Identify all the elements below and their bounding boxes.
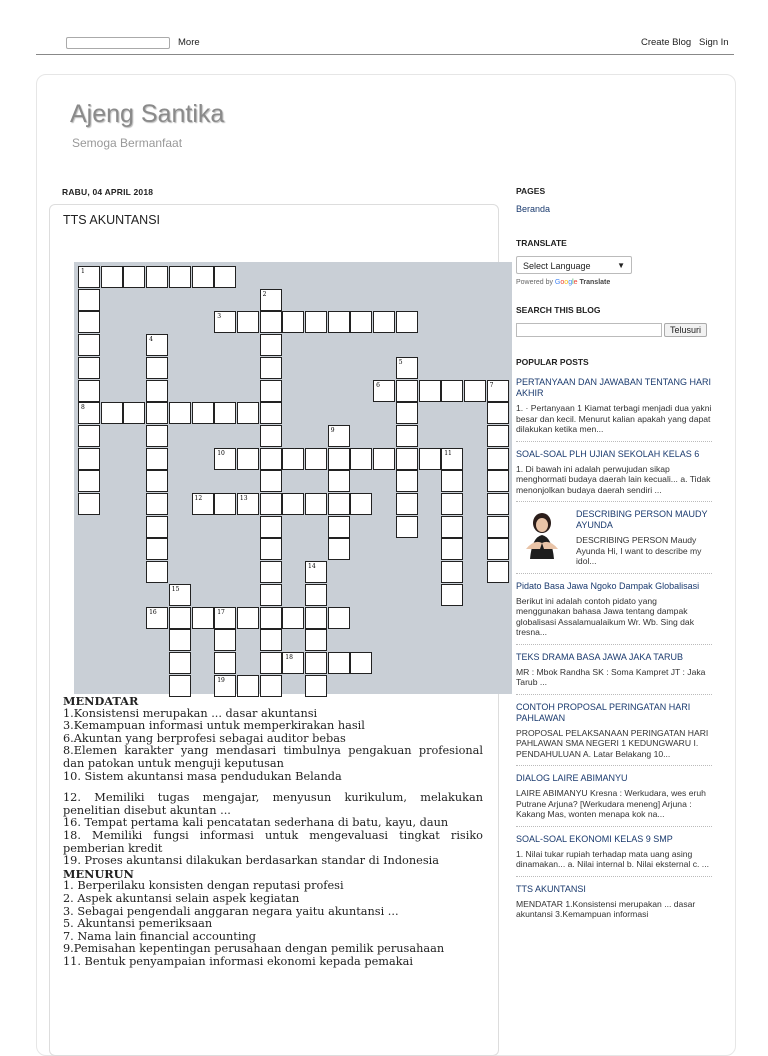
crossword-cell[interactable] bbox=[487, 493, 509, 515]
crossword-cell[interactable] bbox=[260, 311, 282, 333]
translate-heading: TRANSLATE bbox=[516, 238, 567, 248]
crossword-clue-number: 17 bbox=[217, 608, 225, 616]
blog-search-input[interactable] bbox=[516, 323, 662, 337]
crossword-clue-number: 12 bbox=[194, 495, 203, 502]
crossword-clue-number: 10 bbox=[217, 449, 225, 457]
crossword-cell[interactable] bbox=[396, 425, 418, 447]
crossword-cell[interactable] bbox=[78, 289, 100, 311]
crossword-clue-number: 1 bbox=[81, 268, 85, 275]
crossword-clue-number: 8 bbox=[81, 404, 85, 412]
clue-across: 3.Kemampuan informasi untuk memperkirakan hasil bbox=[63, 719, 365, 733]
crossword-clues bbox=[63, 695, 483, 968]
crossword-cell[interactable] bbox=[282, 493, 304, 515]
crossword-cell[interactable] bbox=[305, 652, 327, 674]
crossword-cell[interactable] bbox=[146, 561, 168, 583]
create-blog-link[interactable]: Create Blog bbox=[641, 37, 692, 48]
popular-post-title[interactable]: PERTANYAAN DAN JAWABAN TENTANG HARI AKHIR bbox=[516, 377, 712, 398]
crossword-cell[interactable] bbox=[441, 516, 463, 538]
crossword-cell[interactable] bbox=[169, 402, 191, 424]
popular-post-title[interactable]: SOAL-SOAL EKONOMI KELAS 9 SMP bbox=[516, 833, 673, 844]
popular-post-snippet: Berikut ini adalah contoh pidato yang menggunakan bahasa Jawa tentang dampak globalisasi Assalamualaikum Wr. Wb. Sing dak tresna... bbox=[516, 595, 695, 637]
crossword-cell[interactable] bbox=[396, 311, 418, 333]
crossword-cell[interactable] bbox=[260, 334, 282, 356]
crossword-cell[interactable] bbox=[169, 629, 191, 651]
crossword-cell[interactable] bbox=[441, 561, 463, 583]
crossword-cell[interactable] bbox=[328, 516, 350, 538]
crossword-cell[interactable] bbox=[260, 584, 282, 606]
sign-in-link[interactable]: Sign In bbox=[699, 37, 729, 48]
crossword-cell[interactable] bbox=[305, 493, 327, 515]
crossword-clue-number: 7 bbox=[489, 381, 494, 389]
crossword-cell[interactable] bbox=[214, 311, 236, 333]
crossword-cell[interactable] bbox=[350, 652, 372, 674]
crossword-cell[interactable] bbox=[146, 266, 168, 288]
popular-post-title[interactable]: TEKS DRAMA BASA JAWA JAKA TARUB bbox=[516, 651, 684, 662]
crossword-cell[interactable] bbox=[214, 607, 236, 629]
popular-post bbox=[516, 652, 712, 695]
crossword-cell[interactable] bbox=[260, 675, 282, 697]
crossword-cell[interactable] bbox=[373, 448, 395, 470]
crossword-cell[interactable] bbox=[260, 448, 282, 470]
crossword-cell[interactable] bbox=[214, 448, 236, 470]
crossword-cell[interactable] bbox=[78, 357, 100, 379]
crossword-cell[interactable] bbox=[78, 266, 100, 288]
crossword-cell[interactable] bbox=[282, 607, 304, 629]
crossword-cell[interactable] bbox=[214, 266, 236, 288]
crossword-cell[interactable] bbox=[192, 493, 214, 515]
crossword-cell[interactable] bbox=[78, 402, 100, 424]
crossword-cell[interactable] bbox=[441, 493, 463, 515]
popular-post-snippet: LAIRE ABIMANYU Kresna : Werkudara, wes eruh Putrane Arjuna? [Werkudara meneng] Arjuna : Kakang Mas, wonten menapa kok na... bbox=[516, 788, 706, 819]
clue-across: 1.Konsistensi merupakan ... dasar akuntansi bbox=[63, 706, 318, 720]
clue-down: 5. Akuntansi pemeriksaan bbox=[63, 917, 213, 931]
navbar-search-input[interactable] bbox=[66, 37, 170, 49]
blog-title[interactable]: Ajeng Santika bbox=[70, 100, 225, 128]
crossword-cell[interactable] bbox=[441, 380, 463, 402]
crossword-cell[interactable] bbox=[487, 402, 509, 424]
person-thumbnail-icon bbox=[516, 509, 568, 561]
crossword-cell[interactable] bbox=[305, 584, 327, 606]
crossword-cell[interactable] bbox=[192, 402, 214, 424]
crossword-cell[interactable] bbox=[169, 266, 191, 288]
clue-across: 6.Akuntan yang berprofesi sebagai auditor bebas bbox=[63, 731, 346, 745]
clue-across: 19. Proses akuntansi dilakukan berdasarkan standar di Indonesia bbox=[63, 854, 439, 868]
crossword-cell[interactable] bbox=[78, 311, 100, 333]
popular-post-title[interactable]: DIALOG LAIRE ABIMANYU bbox=[516, 773, 628, 783]
crossword-cell[interactable] bbox=[487, 470, 509, 492]
search-row bbox=[516, 323, 712, 337]
popular-post bbox=[516, 702, 712, 767]
crossword-cell[interactable] bbox=[305, 607, 327, 629]
popular-post bbox=[516, 884, 712, 926]
crossword-cell[interactable] bbox=[328, 448, 350, 470]
clue-down: 2. Aspek akuntansi selain aspek kegiatan bbox=[63, 891, 300, 905]
popular-post-snippet: 1. Di bawah ini adalah perwujudan sikap menghormati budaya daerah lain kecuali... a. Tidak menonjolkan budaya daerah sendiri ... bbox=[516, 463, 711, 495]
crossword-cell[interactable] bbox=[282, 652, 304, 674]
crossword-cell[interactable] bbox=[146, 425, 168, 447]
popular-post-title[interactable]: Pidato Basa Jawa Ngoko Dampak Globalisasi bbox=[516, 580, 700, 591]
crossword-cell[interactable] bbox=[146, 357, 168, 379]
crossword-cell[interactable] bbox=[237, 448, 259, 470]
crossword-cell[interactable] bbox=[396, 516, 418, 538]
clue-down: 1. Berperilaku konsisten dengan reputasi profesi bbox=[63, 879, 344, 893]
crossword-cell[interactable] bbox=[328, 311, 350, 333]
popular-post-snippet: 1. Nilai tukar rupiah terhadap mata uang asing dinamakan... a. Nilai internal b. Nilai eksternal c. ... bbox=[516, 848, 709, 869]
clue-across: 18. Memiliki fungsi informasi untuk mengevaluasi tingkat risiko pemberian kredit bbox=[63, 828, 483, 855]
crossword-cell[interactable] bbox=[192, 607, 214, 629]
crossword-clue-number: 11 bbox=[444, 449, 452, 457]
crossword-cell[interactable] bbox=[487, 538, 509, 560]
crossword-cell[interactable] bbox=[328, 470, 350, 492]
crossword-cell[interactable] bbox=[305, 675, 327, 697]
clue-across: 10. Sistem akuntansi masa pendudukan Belanda bbox=[63, 769, 342, 783]
popular-post-title[interactable]: SOAL-SOAL PLH UJIAN SEKOLAH KELAS 6 bbox=[516, 448, 700, 459]
crossword-cell[interactable] bbox=[396, 493, 418, 515]
crossword-cell[interactable] bbox=[260, 380, 282, 402]
crossword-cell[interactable] bbox=[282, 311, 304, 333]
popular-post bbox=[516, 581, 712, 645]
crossword-cell[interactable] bbox=[464, 380, 486, 402]
popular-post-snippet: MR : Mbok Randha SK : Soma Kampret JT : Jaka Tarub ... bbox=[516, 666, 706, 687]
crossword-cell[interactable] bbox=[146, 380, 168, 402]
crossword-cell[interactable] bbox=[214, 629, 236, 651]
beranda-link[interactable]: Beranda bbox=[516, 204, 551, 214]
crossword-cell[interactable] bbox=[328, 425, 350, 447]
crossword-cell[interactable] bbox=[169, 652, 191, 674]
crossword-cell[interactable] bbox=[146, 448, 168, 470]
crossword-clue-number: 9 bbox=[330, 426, 335, 434]
crossword-cell[interactable] bbox=[441, 470, 463, 492]
crossword-cell[interactable] bbox=[214, 652, 236, 674]
crossword-cell[interactable] bbox=[419, 448, 441, 470]
crossword-clue-number: 13 bbox=[239, 495, 248, 502]
crossword-cell[interactable] bbox=[396, 402, 418, 424]
blog-description: Semoga Bermanfaat bbox=[72, 136, 183, 150]
crossword-cell[interactable] bbox=[237, 402, 259, 424]
crossword-cell[interactable] bbox=[487, 516, 509, 538]
popular-post bbox=[516, 834, 712, 877]
clue-down: 7. Nama lain financial accounting bbox=[63, 929, 256, 943]
crossword-cell[interactable] bbox=[260, 561, 282, 583]
popular-post bbox=[516, 449, 712, 503]
popular-post-snippet: MENDATAR 1.Konsistensi merupakan ... dasar akuntansi 3.Kemampuan informasi bbox=[516, 898, 696, 919]
crossword-cell[interactable] bbox=[396, 448, 418, 470]
popular-post bbox=[516, 377, 712, 442]
crossword-cell[interactable] bbox=[146, 516, 168, 538]
crossword-cell[interactable] bbox=[328, 538, 350, 560]
crossword-cell[interactable] bbox=[260, 289, 282, 311]
popular-post-snippet: PROPOSAL PELAKSANAAN PERINGATAN HARI PAHLAWAN SMA NEGERI 1 KEDUNGWARU I. PENDAHULUAN A. Latar Belakang 10... bbox=[516, 727, 709, 759]
google-logo[interactable]: Google bbox=[554, 279, 578, 286]
crossword-clue-number: 19 bbox=[217, 676, 225, 684]
crossword-cell[interactable] bbox=[260, 607, 282, 629]
clue-down: 9.Pemisahan kepentingan perusahaan dengan pemilik perusahaan bbox=[63, 942, 445, 956]
dropdown-arrow-icon: ▼ bbox=[617, 261, 625, 270]
popular-post-title[interactable]: CONTOH PROPOSAL PERINGATAN HARI PAHLAWAN bbox=[516, 701, 691, 723]
search-heading: SEARCH THIS BLOG bbox=[516, 305, 601, 315]
popular-post-thumbnail[interactable] bbox=[516, 509, 568, 561]
crossword-cell[interactable] bbox=[214, 402, 236, 424]
crossword-cell[interactable] bbox=[305, 448, 327, 470]
crossword-cell[interactable] bbox=[487, 448, 509, 470]
search-button[interactable]: Telusuri bbox=[664, 323, 707, 337]
navbar bbox=[36, 28, 734, 55]
crossword-cell[interactable] bbox=[78, 334, 100, 356]
crossword-cell[interactable] bbox=[260, 516, 282, 538]
crossword-cell[interactable] bbox=[350, 448, 372, 470]
crossword-cell[interactable] bbox=[78, 493, 100, 515]
crossword-cell[interactable] bbox=[487, 380, 509, 402]
crossword-cell[interactable] bbox=[419, 380, 441, 402]
crossword-clue-number: 4 bbox=[149, 336, 153, 344]
crossword-cell[interactable] bbox=[260, 402, 282, 424]
crossword-cell[interactable] bbox=[78, 425, 100, 447]
crossword-cell[interactable] bbox=[396, 357, 418, 379]
crossword-clue-number: 18 bbox=[285, 653, 293, 661]
crossword-cell[interactable] bbox=[146, 334, 168, 356]
crossword-cell[interactable] bbox=[169, 675, 191, 697]
crossword-cell[interactable] bbox=[260, 357, 282, 379]
crossword-clue-number: 6 bbox=[376, 381, 380, 389]
post-date: RABU, 04 APRIL 2018 bbox=[62, 187, 154, 197]
crossword-clue-number: 2 bbox=[262, 290, 267, 298]
popular-post-snippet: 1. · Pertanyaan 1 Kiamat terbagi menjadi dua yakni besar dan kecil. Menurut kalian apakah yang dapat dilakukan ketika men... bbox=[516, 403, 712, 434]
popular-post bbox=[516, 509, 712, 574]
popular-post-snippet: DESCRIBING PERSON Maudy Ayunda Hi, I want to describe my idol... bbox=[576, 535, 702, 566]
pages-heading: PAGES bbox=[516, 186, 546, 196]
crossword-cell[interactable] bbox=[350, 493, 372, 515]
crossword-cell[interactable] bbox=[101, 402, 123, 424]
menurun-heading: MENURUN bbox=[63, 866, 134, 881]
crossword-cell[interactable] bbox=[305, 311, 327, 333]
crossword-cell[interactable] bbox=[237, 493, 259, 515]
crossword-cell[interactable] bbox=[328, 493, 350, 515]
crossword-cell[interactable] bbox=[441, 538, 463, 560]
powered-by-text: Powered by bbox=[516, 279, 553, 286]
crossword-cell[interactable] bbox=[214, 493, 236, 515]
popular-post bbox=[516, 773, 712, 827]
crossword-cell[interactable] bbox=[237, 675, 259, 697]
crossword-cell[interactable] bbox=[260, 652, 282, 674]
translate-link[interactable]: Translate bbox=[579, 279, 611, 286]
crossword-cell[interactable] bbox=[78, 470, 100, 492]
crossword-cell[interactable] bbox=[192, 266, 214, 288]
crossword-cell[interactable] bbox=[260, 493, 282, 515]
crossword-cell[interactable] bbox=[237, 311, 259, 333]
crossword-cell[interactable] bbox=[146, 470, 168, 492]
crossword-cell[interactable] bbox=[78, 448, 100, 470]
crossword-clue-number: 3 bbox=[217, 313, 222, 321]
language-select[interactable] bbox=[516, 256, 632, 274]
clue-across: 8.Elemen karakter yang mendasari timbulnya pengakuan profesional dan patokan untuk menguji keputusan bbox=[63, 744, 483, 770]
crossword-cell[interactable] bbox=[328, 607, 350, 629]
crossword-cell[interactable] bbox=[146, 493, 168, 515]
crossword-cell[interactable] bbox=[282, 448, 304, 470]
crossword-cell[interactable] bbox=[441, 584, 463, 606]
crossword-cell[interactable] bbox=[487, 561, 509, 583]
clue-across: 16. Tempat pertama kali pencatatan sederhana di batu, kayu, daun bbox=[63, 816, 449, 830]
navbar-more-link[interactable]: More bbox=[178, 37, 200, 48]
crossword-cell[interactable] bbox=[169, 607, 191, 629]
crossword-cell[interactable] bbox=[396, 470, 418, 492]
crossword-cell[interactable] bbox=[169, 584, 191, 606]
crossword-cell[interactable] bbox=[441, 448, 463, 470]
crossword-cell[interactable] bbox=[260, 629, 282, 651]
crossword-cell[interactable] bbox=[260, 425, 282, 447]
crossword-clue-number: 15 bbox=[171, 585, 180, 593]
crossword-cell[interactable] bbox=[350, 311, 372, 333]
clue-down: 11. Bentuk penyampaian informasi ekonomi kepada pemakai bbox=[63, 954, 413, 968]
crossword-cell[interactable] bbox=[305, 629, 327, 651]
powered-by bbox=[516, 279, 712, 286]
crossword-cell[interactable] bbox=[146, 402, 168, 424]
crossword-cell[interactable] bbox=[396, 380, 418, 402]
popular-post-title[interactable]: TTS AKUNTANSI bbox=[516, 883, 586, 894]
crossword-clue-number: 5 bbox=[398, 358, 403, 366]
crossword-cell[interactable] bbox=[373, 380, 395, 402]
crossword-cell[interactable] bbox=[487, 425, 509, 447]
popular-post-title[interactable]: DESCRIBING PERSON MAUDY AYUNDA bbox=[576, 509, 708, 530]
post-title[interactable]: TTS AKUNTANSI bbox=[63, 213, 161, 227]
sidebar bbox=[516, 186, 712, 933]
crossword-grid bbox=[74, 262, 512, 694]
mendatar-heading: MENDATAR bbox=[63, 694, 139, 708]
crossword-cell[interactable] bbox=[237, 607, 259, 629]
crossword-cell[interactable] bbox=[146, 538, 168, 560]
clue-down: 3. Sebagai pengendali anggaran negara yaitu akuntansi ... bbox=[63, 904, 399, 918]
clue-across: 12. Memiliki tugas mengajar, menyusun kurikulum, melakukan penelitian disebut akuntan ... bbox=[63, 791, 483, 817]
crossword-clue-number: 14 bbox=[308, 563, 316, 571]
crossword-cell[interactable] bbox=[214, 675, 236, 697]
crossword-cell[interactable] bbox=[260, 470, 282, 492]
crossword-cell[interactable] bbox=[305, 561, 327, 583]
crossword-cell[interactable] bbox=[260, 538, 282, 560]
crossword-cell[interactable] bbox=[328, 652, 350, 674]
crossword-cell[interactable] bbox=[101, 266, 123, 288]
crossword-cell[interactable] bbox=[373, 311, 395, 333]
crossword-cell[interactable] bbox=[78, 380, 100, 402]
crossword-cell[interactable] bbox=[123, 402, 145, 424]
popular-heading: POPULAR POSTS bbox=[516, 357, 589, 367]
crossword-clue-number: 16 bbox=[149, 608, 157, 616]
language-select-label: Select Language bbox=[523, 261, 591, 271]
crossword-cell[interactable] bbox=[123, 266, 145, 288]
crossword-cell[interactable] bbox=[146, 607, 168, 629]
